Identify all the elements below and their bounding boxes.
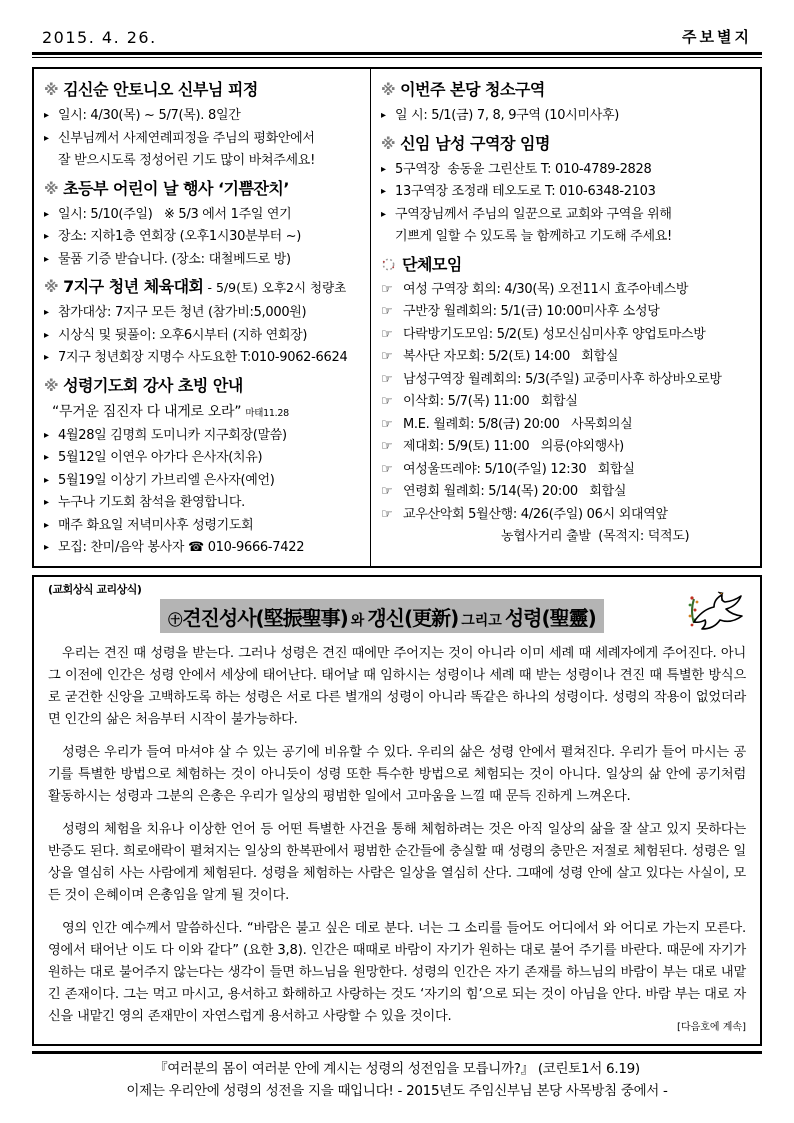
- section-priest-retreat: [44, 77, 362, 173]
- article-paragraph: 성령은 우리가 들여 마셔야 살 수 있는 공기에 비유할 수 있다. 우리의 삶은 성령 안에서 펼쳐진다. 우리가 들어 마시는 공기를 특별한 방법으로 체험하는 것이 아니듯이 성령 또한 특수한 방법으로 체험되는 것이 아니다. 일상의 삶 안에 공기처럼 활동하시는 성령과 그분의 은총은 우리가 일상의 평범한 일에서 고마움을 느낄 때 문득 진하게 느껴온다.: [48, 744, 746, 804]
- triangle-bullet-icon: ▸: [44, 329, 49, 341]
- section-heading: ※ 성령기도회 강사 초빙 안내: [44, 375, 243, 395]
- section-new-leaders: [381, 131, 752, 249]
- meeting-item: ☞ 이삭회: 5/7(목) 11:00 회합실: [381, 391, 752, 414]
- pointing-finger-icon: ☞: [381, 461, 393, 477]
- article-paragraph: 우리는 견진 때 성령을 받는다. 그러나 성령은 견진 때에만 주어지는 것이 아니라 이미 세례 때 세례자에게 주어진다. 아니 그 이전에 인간은 성령 안에서 세상에 태어난다. 태어날 때 임하시는 성령이나 세례 때 받는 성령이나 견진 때 특별한 방식으로 굳건한 신앙을 고백하도록 하는 성령은 서로 다른 별개의 성령이 아니라 똑같은 하나의 성령이다. 성령의 작용이 없었더라면 인간의 삶은 처음부터 시작이 불가능하다.: [48, 645, 746, 727]
- triangle-bullet-icon: ▸: [44, 307, 49, 318]
- announcements-board: [32, 67, 762, 568]
- section-childrens-day-event: [44, 176, 362, 272]
- list-item: ▸ 13구역장 조정래 테오도로 T: 010-6348-2103: [381, 181, 752, 204]
- list-item: ▸ 장소: 지하1층 연회장 (오후1시30분부터 ~): [44, 226, 362, 249]
- triangle-bullet-icon: ▸: [44, 110, 49, 121]
- dotted-circle-icon: [381, 254, 396, 269]
- meeting-item: ☞ 구반장 월례회의: 5/1(금) 10:00미사후 소성당: [381, 301, 752, 324]
- article-box: [32, 575, 762, 1046]
- triangle-bullet-icon: ▸: [44, 429, 49, 441]
- pointing-finger-icon: ☞: [381, 371, 393, 387]
- article-kicker: (교회상식 교리상식): [48, 582, 142, 596]
- list-item: ▸ 일시: 4/30(목) ~ 5/7(목). 8일간: [44, 105, 362, 128]
- reference-mark-icon: ※: [44, 179, 59, 198]
- triangle-bullet-icon: ▸: [44, 231, 49, 242]
- reference-mark-icon: ※: [44, 278, 59, 296]
- reference-mark-icon: ※: [44, 81, 59, 99]
- meeting-item: ☞ 남성구역장 월례회의: 5/3(주일) 교중미사후 하상바오로방: [381, 369, 752, 392]
- pointing-finger-icon: ☞: [381, 281, 393, 297]
- meeting-item: ☞ 복사단 자모회: 5/2(토) 14:00 회합실: [381, 346, 752, 369]
- triangle-bullet-icon: ▸: [44, 452, 49, 463]
- list-item: ▸ 매주 화요일 저녁미사후 성령기도회: [44, 515, 362, 538]
- triangle-bullet-icon: ▸: [44, 542, 49, 553]
- section-group-meetings: [381, 252, 752, 549]
- section-youth-sports: [44, 274, 362, 370]
- reference-mark-icon: ※: [44, 376, 59, 395]
- pointing-finger-icon: ☞: [381, 304, 393, 319]
- meeting-item: ☞ 제대회: 5/9(토) 11:00 의릉(야외행사): [381, 436, 752, 459]
- list-item: ▸ 신부님께서 사제연례피정을 주님의 평화안에서: [44, 128, 362, 151]
- masthead-title: 주보별지: [682, 28, 752, 46]
- page-header: [32, 26, 762, 52]
- section-heading: ※ 7지구 청년 체육대회 - 5/9(토) 오후2시 청량초: [44, 277, 347, 296]
- meeting-item: ☞ 여성울뜨레야: 5/10(주일) 12:30 회합실: [381, 459, 752, 482]
- section-heading: ※ 이번주 본당 청소구역: [381, 80, 545, 99]
- dove-icon: [680, 589, 744, 643]
- pointing-finger-icon: ☞: [381, 326, 393, 342]
- triangle-bullet-icon: ▸: [44, 474, 49, 486]
- section-holy-spirit-prayer: [44, 373, 362, 560]
- list-item: 잘 받으시도록 정성어린 기도 많이 바쳐주세요!: [44, 150, 362, 173]
- triangle-bullet-icon: ▸: [44, 497, 49, 508]
- triangle-bullet-icon: ▸: [381, 186, 386, 197]
- left-column: [34, 69, 371, 566]
- list-item: ▸ 물품 기증 받습니다. (장소: 대철베드로 방): [44, 249, 362, 272]
- scripture-quote: “무거운 짐진자 다 내게로 오라” 마태11.28: [52, 403, 289, 420]
- list-item: ▸ 4월28일 김명희 도미니카 지구회장(말씀): [44, 425, 362, 448]
- section-heading: ※ 초등부 어린이 날 행사 ‘기쁨잔치’: [44, 178, 289, 198]
- list-item: ▸ 시상식 및 뒷풀이: 오후6시부터 (지하 연회장): [44, 325, 362, 348]
- issue-date: 2015. 4. 26.: [42, 28, 157, 47]
- header-rule: [32, 52, 762, 58]
- footer-quote: 『여러분의 몸이 여러분 안에 계시는 성령의 성전임을 모릅니까?』 (코린토1서 6.19): [154, 1060, 640, 1077]
- right-column: [371, 69, 760, 566]
- meeting-item: ☞ 다락방기도모임: 5/2(토) 성모신심미사후 양업토마스방: [381, 324, 752, 347]
- meeting-item-continuation: 농협사거리 출발 (목적지: 덕적도): [501, 529, 690, 544]
- section-heading: ※ 김신순 안토니오 신부님 피정: [44, 80, 258, 99]
- footer-rule: [32, 1051, 762, 1054]
- list-item: 기쁘게 일할 수 있도록 늘 함께하고 기도해 주세요!: [381, 226, 752, 249]
- triangle-bullet-icon: ▸: [44, 519, 49, 531]
- list-item: ▸ 일시: 5/10(주일) ※ 5/3 에서 1주일 연기: [44, 204, 362, 227]
- triangle-bullet-icon: ▸: [381, 163, 386, 175]
- section-heading: 단체모임: [381, 252, 752, 277]
- pointing-finger-icon: ☞: [381, 394, 393, 409]
- continued-note: [다음호에 계속]: [677, 1021, 746, 1033]
- pointing-finger-icon: ☞: [381, 506, 393, 522]
- triangle-bullet-icon: ▸: [44, 208, 49, 220]
- list-item: ▸ 일 시: 5/1(금) 7, 8, 9구역 (10시미사후): [381, 105, 752, 128]
- article-paragraph: 영의 인간 예수께서 말씀하신다. “바람은 불고 싶은 데로 분다. 너는 그 소리를 들어도 어디에서 와 어디로 가는지 모른다. 영에서 태어난 이도 다 이와 같다” (요한 3,8). 인간은 때때로 바람이 자기가 원하는 대로 불어 주기를 바란다. 때문에 자기가 원하는 대로 불어주지 않는다는 생각이 들면 하느님을 원망한다. 성령의 인간은 자기 존재를 하느님의 바람이 부는 대로 내맡긴 존재이다. 그는 먹고 마시고, 용서하고 화해하고 사랑하는 것도 ‘자기의 힘’으로 되는 것이 아님을 안다. 바람 부는 대로 자신을 내맡긴 영의 존재만이 자연스럽게 용서하고 사랑할 수 있을 것이다.: [48, 920, 746, 1024]
- pointing-finger-icon: ☞: [381, 439, 393, 454]
- triangle-bullet-icon: ▸: [44, 132, 49, 144]
- list-item: ▸ 5구역장 송동윤 그린산토 T: 010-4789-2828: [381, 159, 752, 182]
- pointing-finger-icon: ☞: [381, 484, 393, 499]
- list-item: ▸ 모집: 찬미/음악 봉사자 ☎ 010-9666-7422: [44, 537, 362, 560]
- pointing-finger-icon: ☞: [381, 416, 393, 432]
- list-item: ▸ 5월12일 이연우 아가다 은사자(치유): [44, 447, 362, 470]
- triangle-bullet-icon: ▸: [44, 352, 49, 363]
- reference-mark-icon: ※: [381, 134, 396, 153]
- list-item: ▸ 5월19일 이상기 가브리엘 은사자(예언): [44, 470, 362, 493]
- footer-motto: 이제는 우리안에 성령의 성전을 지을 때입니다! - 2015년도 주임신부님 본당 사목방침 중에서 -: [126, 1082, 668, 1099]
- meeting-item: ☞ 여성 구역장 회의: 4/30(목) 오전11시 효주아녜스방: [381, 279, 752, 302]
- article-paragraph: 성령의 체험을 치유나 이상한 언어 등 어떤 특별한 사건을 통해 체험하려는 것은 아직 일상의 삶을 잘 살고 있지 못하다는 반증도 된다. 희로애락이 펼쳐지는 일상의 한복판에서 평범한 순간들에 충실할 때 성령의 충만은 저절로 체험된다. 성령은 일상을 열심히 사는 사람에게 체험된다. 성령을 체험하는 사람은 일상을 열심히 산다. 그때에 성령 안에 살고 있다는 사실이, 모든 것이 은혜이며 은총임을 알게 될 것이다.: [48, 821, 746, 903]
- section-heading: ※ 신임 남성 구역장 임명: [381, 133, 550, 153]
- triangle-bullet-icon: ▸: [44, 253, 49, 265]
- triangle-bullet-icon: [381, 226, 395, 249]
- article-title-strip: ㊉견진성사(堅振聖事) 와 갱신(更新) 그리고 성령(聖靈): [160, 599, 604, 633]
- article-title: [88, 599, 676, 633]
- triangle-bullet-icon: ▸: [381, 110, 386, 121]
- pointing-finger-icon: ☞: [381, 349, 393, 364]
- section-cleaning-area: [381, 77, 752, 128]
- circled-plus-icon: ㊉: [168, 612, 183, 629]
- scripture-reference: 마태11.28: [245, 407, 289, 419]
- triangle-bullet-icon: [44, 150, 58, 173]
- list-item: ▸ 구역장님께서 주님의 일꾼으로 교회와 구역을 위해: [381, 204, 752, 227]
- triangle-bullet-icon: ▸: [381, 208, 386, 220]
- meeting-item: ☞ 연령회 월례회: 5/14(목) 20:00 회합실: [381, 481, 752, 504]
- page-footer: [32, 1051, 762, 1102]
- list-item: ▸ 참가대상: 7지구 모든 청년 (참가비:5,000원): [44, 302, 362, 325]
- list-item: ▸ 7지구 청년회장 지명수 사도요한 T:010-9062-6624: [44, 347, 362, 370]
- meeting-item: ☞ 교우산악회 5월산행: 4/26(주일) 06시 외대역앞: [381, 504, 752, 527]
- reference-mark-icon: ※: [381, 81, 396, 99]
- list-item: ▸ 누구나 기도회 참석을 환영합니다.: [44, 492, 362, 515]
- meeting-item: ☞ M.E. 월례회: 5/8(금) 20:00 사목회의실: [381, 414, 752, 437]
